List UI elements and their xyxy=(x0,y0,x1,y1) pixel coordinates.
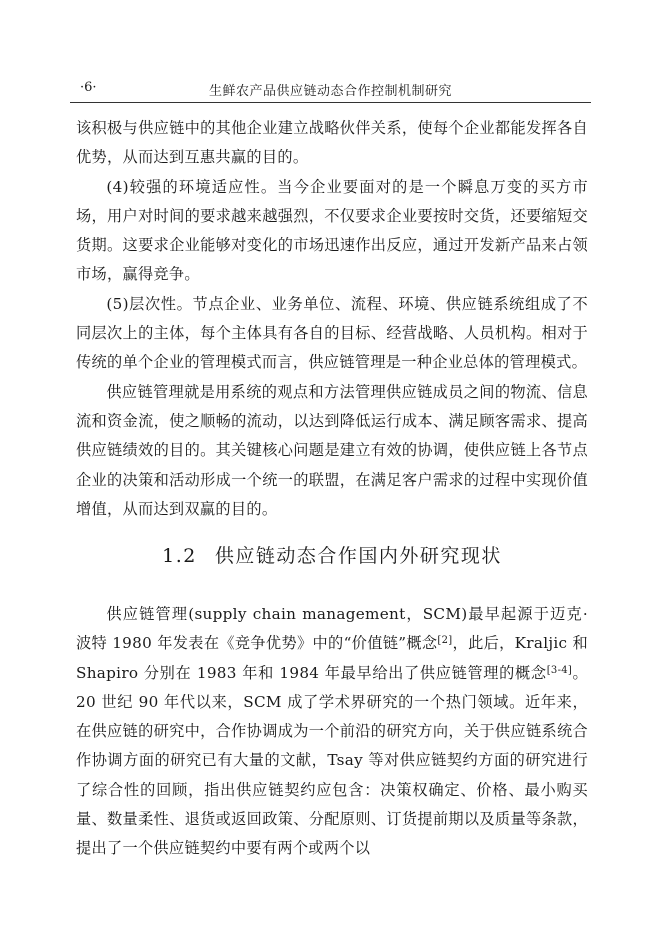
paragraph-continuation: 该积极与供应链中的其他企业建立战略伙伴关系，使每个企业都能发挥各自优势，从而达到互惠共赢的目的。 xyxy=(76,119,588,167)
text-part-3: 。20 世纪 90 年代以来，SCM 成了学术界研究的一个热门领域。近年来，在供应链的研究中，合作协调成为一个前沿的研究方向，关于供应链系统合作协调方面的研究已有大量的文献，Tsay 等对供应链契约方面的研究进行了综合性的回顾，指出供应链契约应包含：决策权确定、价格、最小购买量、数量柔性、退货或返回政策、分配原则、订货提前期以及质量等条款，提出了一个供应链契约中要有两个或两个以 xyxy=(76,663,588,858)
paragraph-hierarchy: (5)层次性。节点企业、业务单位、流程、环境、供应链系统组成了不同层次上的主体，每个主体具有各自的目标、经营战略、人员机构。相对于传统的单个企业的管理模式而言，供应链管理是一种企业总体的管理模式。 xyxy=(76,294,588,372)
citation-2: [2] xyxy=(437,635,453,647)
section-title: 供应链动态合作国内外研究现状 xyxy=(214,545,502,567)
text-part-2: ，此后，Kraljic 和 Shapiro 分别在 1983 年和 1984 年最早给出了供应链管理的概念 xyxy=(76,634,588,682)
body-text-top xyxy=(76,114,588,524)
text-part-1: 供应链管理(supply chain management，SCM)最早起源于迈克·波特 1980 年发表在《竞争优势》中的“价值链”概念 xyxy=(76,605,588,653)
running-header xyxy=(70,80,591,103)
page-number: ·6· xyxy=(80,80,97,95)
section-number: 1.2 xyxy=(162,545,197,567)
paragraph-scm-definition: 供应链管理就是用系统的观点和方法管理供应链成员之间的物流、信息流和资金流，使之顺畅的流动，以达到降低运行成本、满足顾客需求、提高供应链绩效的目的。其关键核心问题是建立有效的协调，使供应链上各节点企业的决策和活动形成一个统一的联盟，在满足客户需求的过程中实现价值增值，从而达到双赢的目的。 xyxy=(76,382,588,518)
running-title: 生鲜农产品供应链动态合作控制机制研究 xyxy=(208,84,452,99)
section-heading xyxy=(76,541,588,568)
citation-3-4: [3-4] xyxy=(546,664,573,676)
paragraph-research-status xyxy=(76,600,588,864)
paragraph-adaptability: (4)较强的环境适应性。当今企业要面对的是一个瞬息万变的买方市场，用户对时间的要求越来越强烈，不仅要求企业要按时交货，还要缩短交货期。这要求企业能够对变化的市场迅速作出反应，通过开发新产品来占领市场，赢得竞争。 xyxy=(76,177,588,284)
body-text-section xyxy=(76,600,588,864)
